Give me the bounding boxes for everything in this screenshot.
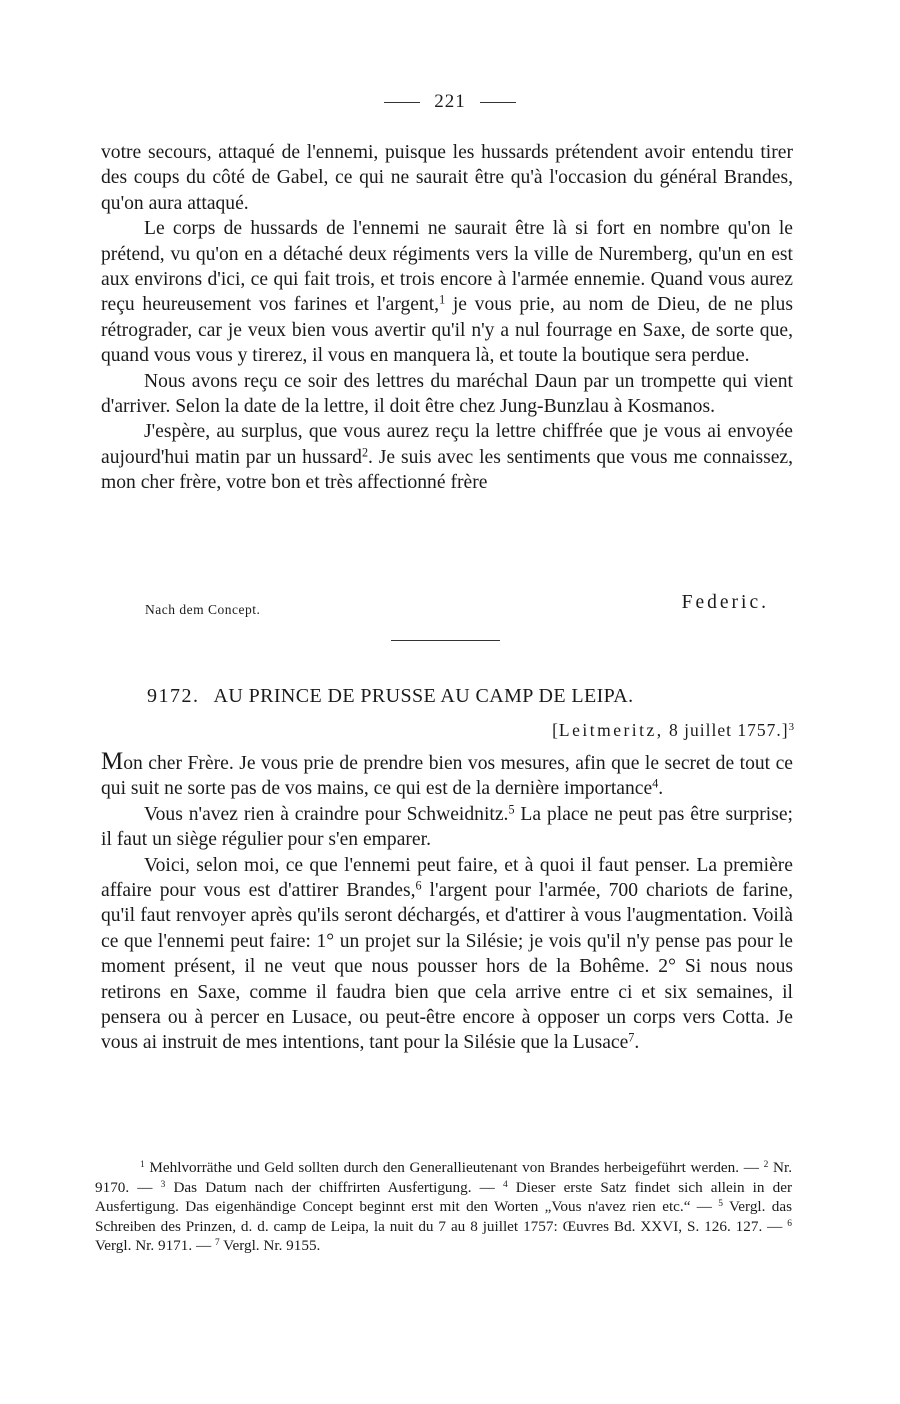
- paragraph-text: .: [658, 778, 664, 800]
- paragraph-text: on cher Frère. Je vous prie de prendre bien vos mesures, afin que le secret de tout ce qui suit ne sorte pas de vos mains, ce qui est de la dernière importance: [101, 753, 793, 800]
- letter-heading: [147, 685, 634, 708]
- footnote-text: Dieser erste Satz findet sich allein in der Ausfertigung. Das eigenhändige Concept beginnt erst mit den Worten „Vous n'avez rien etc.“ —: [95, 1178, 792, 1216]
- paragraph: [101, 216, 793, 368]
- footnote-ref: 1: [439, 292, 446, 307]
- date-text: 8 juillet 1757.: [663, 720, 782, 740]
- paragraph-text: je vous prie, au nom de Dieu, de ne plus rétrograder, car je veux bien vous avertir qu'il n'y a nul fourrage en Saxe, de sorte que, quand vous vous y tirerez, il vous en manquera là, et toute la boutique sera perdue.: [101, 294, 793, 367]
- paragraph: [101, 419, 793, 495]
- date-place: Leitmeritz,: [558, 720, 664, 740]
- footnote-ref: 4: [652, 776, 659, 791]
- paragraph: [101, 749, 793, 802]
- footnote-number: 1: [140, 1159, 145, 1170]
- footnote-ref: 5: [508, 802, 515, 817]
- source-note: Nach dem Concept.: [145, 602, 261, 617]
- footnote-ref: 6: [415, 878, 422, 893]
- footnote-text: Mehlvorräthe und Geld sollten durch den Generallieutenant von Brandes herbeigeführt werden. —: [144, 1159, 764, 1176]
- footnote-ref: 3: [788, 721, 795, 734]
- footnote-ref: 7: [628, 1030, 635, 1045]
- paragraph-text: Vous n'avez rien à craindre pour Schweidnitz.: [144, 803, 509, 825]
- bracket: [: [552, 720, 559, 740]
- paragraph: [101, 802, 793, 853]
- letter-body: [101, 749, 793, 1056]
- footnote-text: Vergl. Nr. 9171. —: [95, 1237, 215, 1255]
- footnote-number: 2: [763, 1159, 769, 1170]
- paragraph-text: Le corps de hussards de l'ennemi ne saurait être là si fort en nombre qu'on le prétend, vu qu'on en a détaché deux régiments vers la ville de Nuremberg, qu'un en est aux environs d'ici, ce qui fait trois, et trois encore à l'armée ennemie. Quand vous aurez reçu heureusement vos farines et l'argent,: [101, 218, 793, 316]
- letter-title: AU PRINCE DE PRUSSE AU CAMP DE LEIPA.: [213, 685, 634, 707]
- paragraph-text: J'espère, au surplus, que vous aurez reçu la lettre chiffrée que je vous ai envoyée aujourd'hui matin par un hussard: [101, 421, 793, 468]
- paragraph-text: votre secours, attaqué de l'ennemi, puisque les hussards prétendent avoir entendu tirer des coups du côté de Gabel, ce qui ne saurait être qu'à l'occasion du général Brandes, qu'on aura attaqué.: [101, 142, 793, 214]
- paragraph-text: .: [634, 1032, 640, 1054]
- footnote-number: 4: [502, 1179, 508, 1190]
- paragraph: [101, 369, 793, 420]
- header-rule-right: [480, 102, 516, 103]
- paragraph-text: l'argent pour l'armée, 700 chariots de farine, qu'il faut renvoyer après qu'ils seront déchargés, et d'attirer à vous l'augmentation. Voilà ce que l'ennemi peut faire: 1° un projet sur la Silésie; je vois qu'il n'y pense pas pour le moment présent, il ne veut que nous pousser hors de la Bohême. 2° Si nous nous retirons en Saxe, comme il faudra bien que cela arrive entre ci et six semaines, il pensera ou à percer en Lusace, ou peut-être encore à opposer un corps vers Cotta. Je vous ai instruit de mes intentions, tant pour la Silésie que la Lusace: [101, 880, 793, 1054]
- footnote-ref: 2: [361, 445, 369, 460]
- paragraph-text: La place ne peut pas être surprise; il faut un siège régulier pour s'en emparer.: [101, 803, 793, 851]
- signature-line: [101, 592, 769, 622]
- running-header: [0, 91, 900, 113]
- section-divider: [391, 640, 500, 641]
- paragraph: [101, 853, 793, 1056]
- paragraph-text: Voici, selon moi, ce que l'ennemi peut faire, et à quoi il faut penser. La première affaire pour vous est d'attirer Brandes,: [101, 854, 793, 902]
- footnote-text: Vergl. Nr. 9155.: [219, 1237, 321, 1255]
- bracket: ]: [781, 720, 789, 740]
- footnotes: [95, 1158, 792, 1256]
- footnote-text: Nr. 9170. —: [95, 1159, 793, 1196]
- paragraph-text: . Je suis avec les sentiments que vous me connaissez, mon cher frère, votre bon et très affectionné frère: [101, 446, 793, 494]
- footnote-text: Das Datum nach der chiffrirten Ausfertigung. —: [165, 1178, 503, 1196]
- signature: Federic.: [681, 592, 769, 613]
- page-number: 221: [434, 91, 466, 112]
- letter-continued-body: [101, 140, 793, 496]
- footnote-number: 7: [214, 1238, 220, 1249]
- dateline: [552, 720, 795, 741]
- footnote-number: 3: [160, 1179, 166, 1190]
- paragraph: [101, 140, 793, 216]
- initial-letter: M: [101, 748, 124, 775]
- header-rule-left: [384, 102, 420, 103]
- footnote-number: 6: [787, 1218, 792, 1229]
- paragraph-text: Nous avons reçu ce soir des lettres du maréchal Daun par un trompette qui vient d'arriver. Selon la date de la lettre, il doit être chez Jung-Bunzlau à Kosmanos.: [101, 370, 793, 418]
- footnote-text: Vergl. das Schreiben des Prinzen, d. d. camp de Leipa, la nuit du 7 au 8 juillet 1757: Œuvres Bd. XXVI, S. 126. 127. —: [95, 1198, 792, 1235]
- footnote-number: 5: [718, 1199, 723, 1210]
- letter-number: 9172.: [147, 685, 200, 707]
